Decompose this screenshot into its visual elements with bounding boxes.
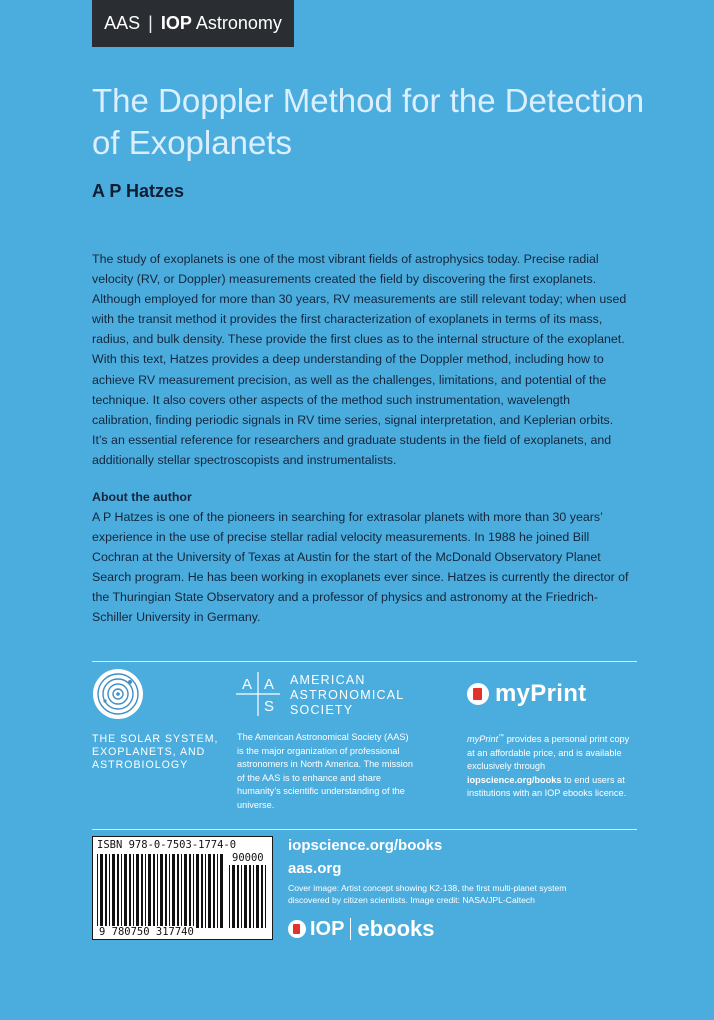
aas-label: AAS [104,13,141,33]
svg-text:A: A [263,676,275,693]
astronomy-label: Astronomy [195,13,282,33]
about-author-heading: About the author [92,490,192,504]
aas-description: The American Astronomical Society (AAS) is the major organization of professional astronomers in North America. The mission of the AAS is to enhance and share humanity’s scientific understanding of the universe. [237,732,413,810]
series-name: THE SOLAR SYSTEM, EXOPLANETS, AND ASTROBIOLOGY [92,733,219,771]
aas-name: AMERICAN ASTRONOMICAL SOCIETY [290,673,405,717]
myprint-logo: myPrint [467,680,586,708]
banner-separator: | [148,13,153,33]
divider-bottom [92,829,637,830]
myprint-icon [467,683,489,705]
book-description: The study of exoplanets is one of the most vibrant fields of astrophysics today. Precise radial velocity (RV, or Doppler) measurements created the field by discovering the first exoplanets. Although employed for more than 30 years, RV measurements are still relevant today; when used with the transit method it provides the first characterization of exoplanets in terms of its mass, radius, and bulk density. These provide the first clues as to the internal structure of the exoplanet. With this text, Hatzes provides a deep understanding of the Doppler method, including how to achieve RV measurement precision, as well as the challenges, limitations, and potential of the technique. It also covers other aspects of the method such instrumentation, wavelength calibration, finding periodic signals in RV time series, signal interpretation, and Keplerian orbits. It’s an essential reference for researchers and graduate students in the field of exoplanets, and additionally stellar spectroscopists and instrumentalists. [92,252,627,467]
aas-logo-icon [236,672,280,716]
divider-top [92,661,637,662]
cover-credit: Cover image: Artist concept showing K2-138, the first multi-planet system discovered by citizen scientists. Image credit: NASA/JPL-Caltech [288,883,567,905]
book-title: The Doppler Method for the Detection of Exoplanets [92,82,645,161]
barcode-bars [97,854,225,928]
isbn-addon: 90000 [232,852,264,864]
publisher-banner [92,0,294,47]
about-author-text: A P Hatzes is one of the pioneers in searching for extrasolar planets with more than 30 years’ experience in the use of precise stellar radial velocity measurements. In 1988 he joined Bill Cochran at the University of Texas at Austin for the start of the McDonald Observatory Planet Search program. He has been working in exoplanets ever since. Hatzes is currently the director of the Thuringian State Observatory and a professor of physics and astronomy at the Friedrich-Schiller University in Germany. [92,510,629,625]
iop-ebooks-logo: IOP ebooks [288,916,434,942]
svg-text:S: S [263,698,275,715]
solar-system-icon [92,668,144,720]
iopscience-books-link[interactable]: iopscience.org/books [288,837,443,854]
svg-text:A: A [241,676,253,693]
isbn-barcode [92,836,273,940]
book-author: A P Hatzes [92,181,185,201]
iop-icon [288,920,306,938]
barcode-addon-bars [229,865,269,928]
myprint-description: myPrint™ provides a personal print copy at an affordable price, and is available exclusively through iopscience.org/books to end users at institutions with an IOP ebooks licence. [467,734,630,799]
iop-label: IOP [160,13,192,33]
ean-digits: 9 780750 317740 [99,926,194,938]
aas-link[interactable]: aas.org [288,860,342,877]
isbn-number: ISBN 978-0-7503-1774-0 [97,839,237,851]
